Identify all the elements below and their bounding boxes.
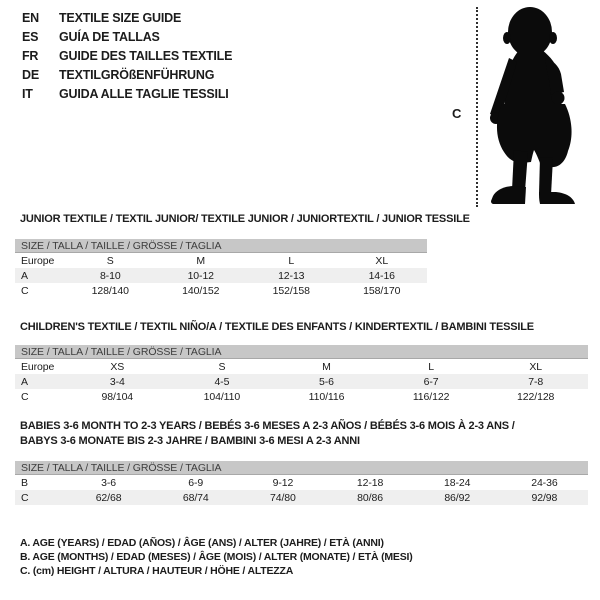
size-cell: 10-12 [156, 268, 247, 283]
row-label: Europe [21, 254, 55, 267]
size-cell: 104/110 [203, 390, 241, 403]
row-label: C [21, 284, 29, 297]
size-cell: XL [375, 254, 389, 267]
size-cell: 12-13 [246, 268, 337, 283]
size-cell: 12-18 [356, 476, 384, 489]
size-cell: 140/152 [182, 284, 220, 297]
babies-size-table [15, 461, 588, 505]
language-title: TEXTILGRÖßENFÜHRUNG [59, 68, 215, 82]
size-cell: 7-8 [483, 374, 588, 389]
size-cell: 116/122 [412, 390, 450, 403]
size-header-row [15, 239, 427, 253]
footnote-b: B. AGE (MONTHS) / EDAD (MESES) / ÂGE (MOIS) / ALTER (MONATE) / ETÀ (MESI) [20, 551, 413, 563]
table-row [15, 283, 427, 298]
language-title: GUIDA ALLE TAGLIE TESSILI [59, 87, 229, 101]
height-measure-dotted-line [476, 7, 478, 207]
table-row [15, 374, 588, 389]
language-row-de [22, 66, 232, 85]
size-cell: M [322, 360, 331, 373]
language-list [22, 9, 232, 104]
language-row-fr [22, 47, 232, 66]
baby-silhouette-icon [487, 2, 592, 207]
size-cell: 62/68 [65, 490, 152, 505]
size-cell: 14-16 [337, 268, 428, 283]
table-row [15, 253, 427, 269]
row-label: A [15, 268, 65, 283]
size-header-cell: SIZE / TALLA / TAILLE / GRÖSSE / TAGLIA [15, 345, 588, 359]
junior-section-heading: JUNIOR TEXTILE / TEXTIL JUNIOR/ TEXTILE JUNIOR / JUNIORTEXTIL / JUNIOR TESSILE [20, 213, 470, 225]
children-size-table [15, 345, 588, 404]
size-cell: L [428, 360, 434, 373]
size-cell: M [196, 254, 206, 267]
size-cell: 122/128 [517, 390, 555, 403]
size-cell: 158/170 [363, 284, 401, 297]
babies-heading-line2: BABYS 3-6 MONATE BIS 2-3 JAHRE / BAMBINI 3-6 MESI A 2-3 ANNI [20, 435, 360, 447]
size-cell: 4-5 [170, 374, 275, 389]
language-code: FR [22, 49, 39, 63]
size-cell: 5-6 [274, 374, 379, 389]
size-cell: 3-6 [101, 476, 117, 489]
size-cell: XS [110, 360, 125, 373]
row-label: A [15, 374, 65, 389]
size-cell: 110/116 [308, 390, 345, 403]
size-cell: 6-7 [379, 374, 484, 389]
table-row [15, 389, 588, 404]
size-cell: 18-24 [444, 476, 471, 489]
language-title: TEXTILE SIZE GUIDE [59, 11, 182, 25]
language-row-es [22, 28, 232, 47]
size-cell: 3-4 [65, 374, 170, 389]
size-cell: 6-9 [188, 476, 204, 489]
size-cell: 92/98 [501, 490, 588, 505]
size-cell: 24-36 [531, 476, 558, 489]
size-cell: 86/92 [414, 490, 501, 505]
language-code: ES [22, 30, 39, 44]
table-row [15, 268, 427, 283]
footnotes [20, 536, 413, 578]
row-label: B [21, 476, 28, 489]
size-header-row [15, 345, 588, 359]
language-code: DE [22, 68, 39, 82]
footnote-a: A. AGE (YEARS) / EDAD (AÑOS) / ÂGE (ANS) / ALTER (JAHRE) / ETÀ (ANNI) [20, 537, 384, 549]
size-cell: 152/158 [272, 284, 310, 297]
size-cell: S [106, 254, 114, 267]
size-header-cell: SIZE / TALLA / TAILLE / GRÖSSE / TAGLIA [15, 239, 427, 253]
size-cell: S [218, 360, 226, 373]
language-title: GUÍA DE TALLAS [59, 30, 160, 44]
table-row [15, 475, 588, 491]
height-measure-label: C [452, 106, 462, 121]
language-code: EN [22, 11, 39, 25]
row-label: C [21, 390, 29, 403]
size-cell: 8-10 [65, 268, 156, 283]
language-code: IT [22, 87, 33, 101]
size-cell: 68/74 [152, 490, 239, 505]
language-row-en [22, 9, 232, 28]
junior-size-table [15, 239, 427, 298]
footnote-c: C. (cm) HEIGHT / ALTURA / HAUTEUR / HÖHE / ALTEZZA [20, 565, 294, 577]
row-label: C [15, 490, 65, 505]
size-cell: L [288, 254, 295, 267]
babies-heading-line1: BABIES 3-6 MONTH TO 2-3 YEARS / BEBÉS 3-6 MESES A 2-3 AÑOS / BÉBÉS 3-6 MOIS À 2-3 ANS / [20, 420, 515, 432]
table-row [15, 490, 588, 505]
language-title: GUIDE DES TAILLES TEXTILE [59, 49, 233, 63]
children-section-heading: CHILDREN'S TEXTILE / TEXTIL NIÑO/A / TEXTILE DES ENFANTS / KINDERTEXTIL / BAMBINI TESSILE [20, 321, 534, 333]
size-header-row [15, 461, 588, 475]
size-cell: 9-12 [272, 476, 294, 489]
size-cell: 74/80 [239, 490, 326, 505]
size-cell: 128/140 [91, 284, 129, 297]
size-header-cell: SIZE / TALLA / TAILLE / GRÖSSE / TAGLIA [15, 461, 588, 475]
language-row-it [22, 85, 232, 104]
size-cell: 98/104 [101, 390, 134, 403]
row-label: Europe [21, 360, 55, 373]
table-row [15, 359, 588, 375]
size-cell: 80/86 [326, 490, 413, 505]
size-cell: XL [529, 360, 543, 373]
babies-section-heading [20, 419, 580, 449]
